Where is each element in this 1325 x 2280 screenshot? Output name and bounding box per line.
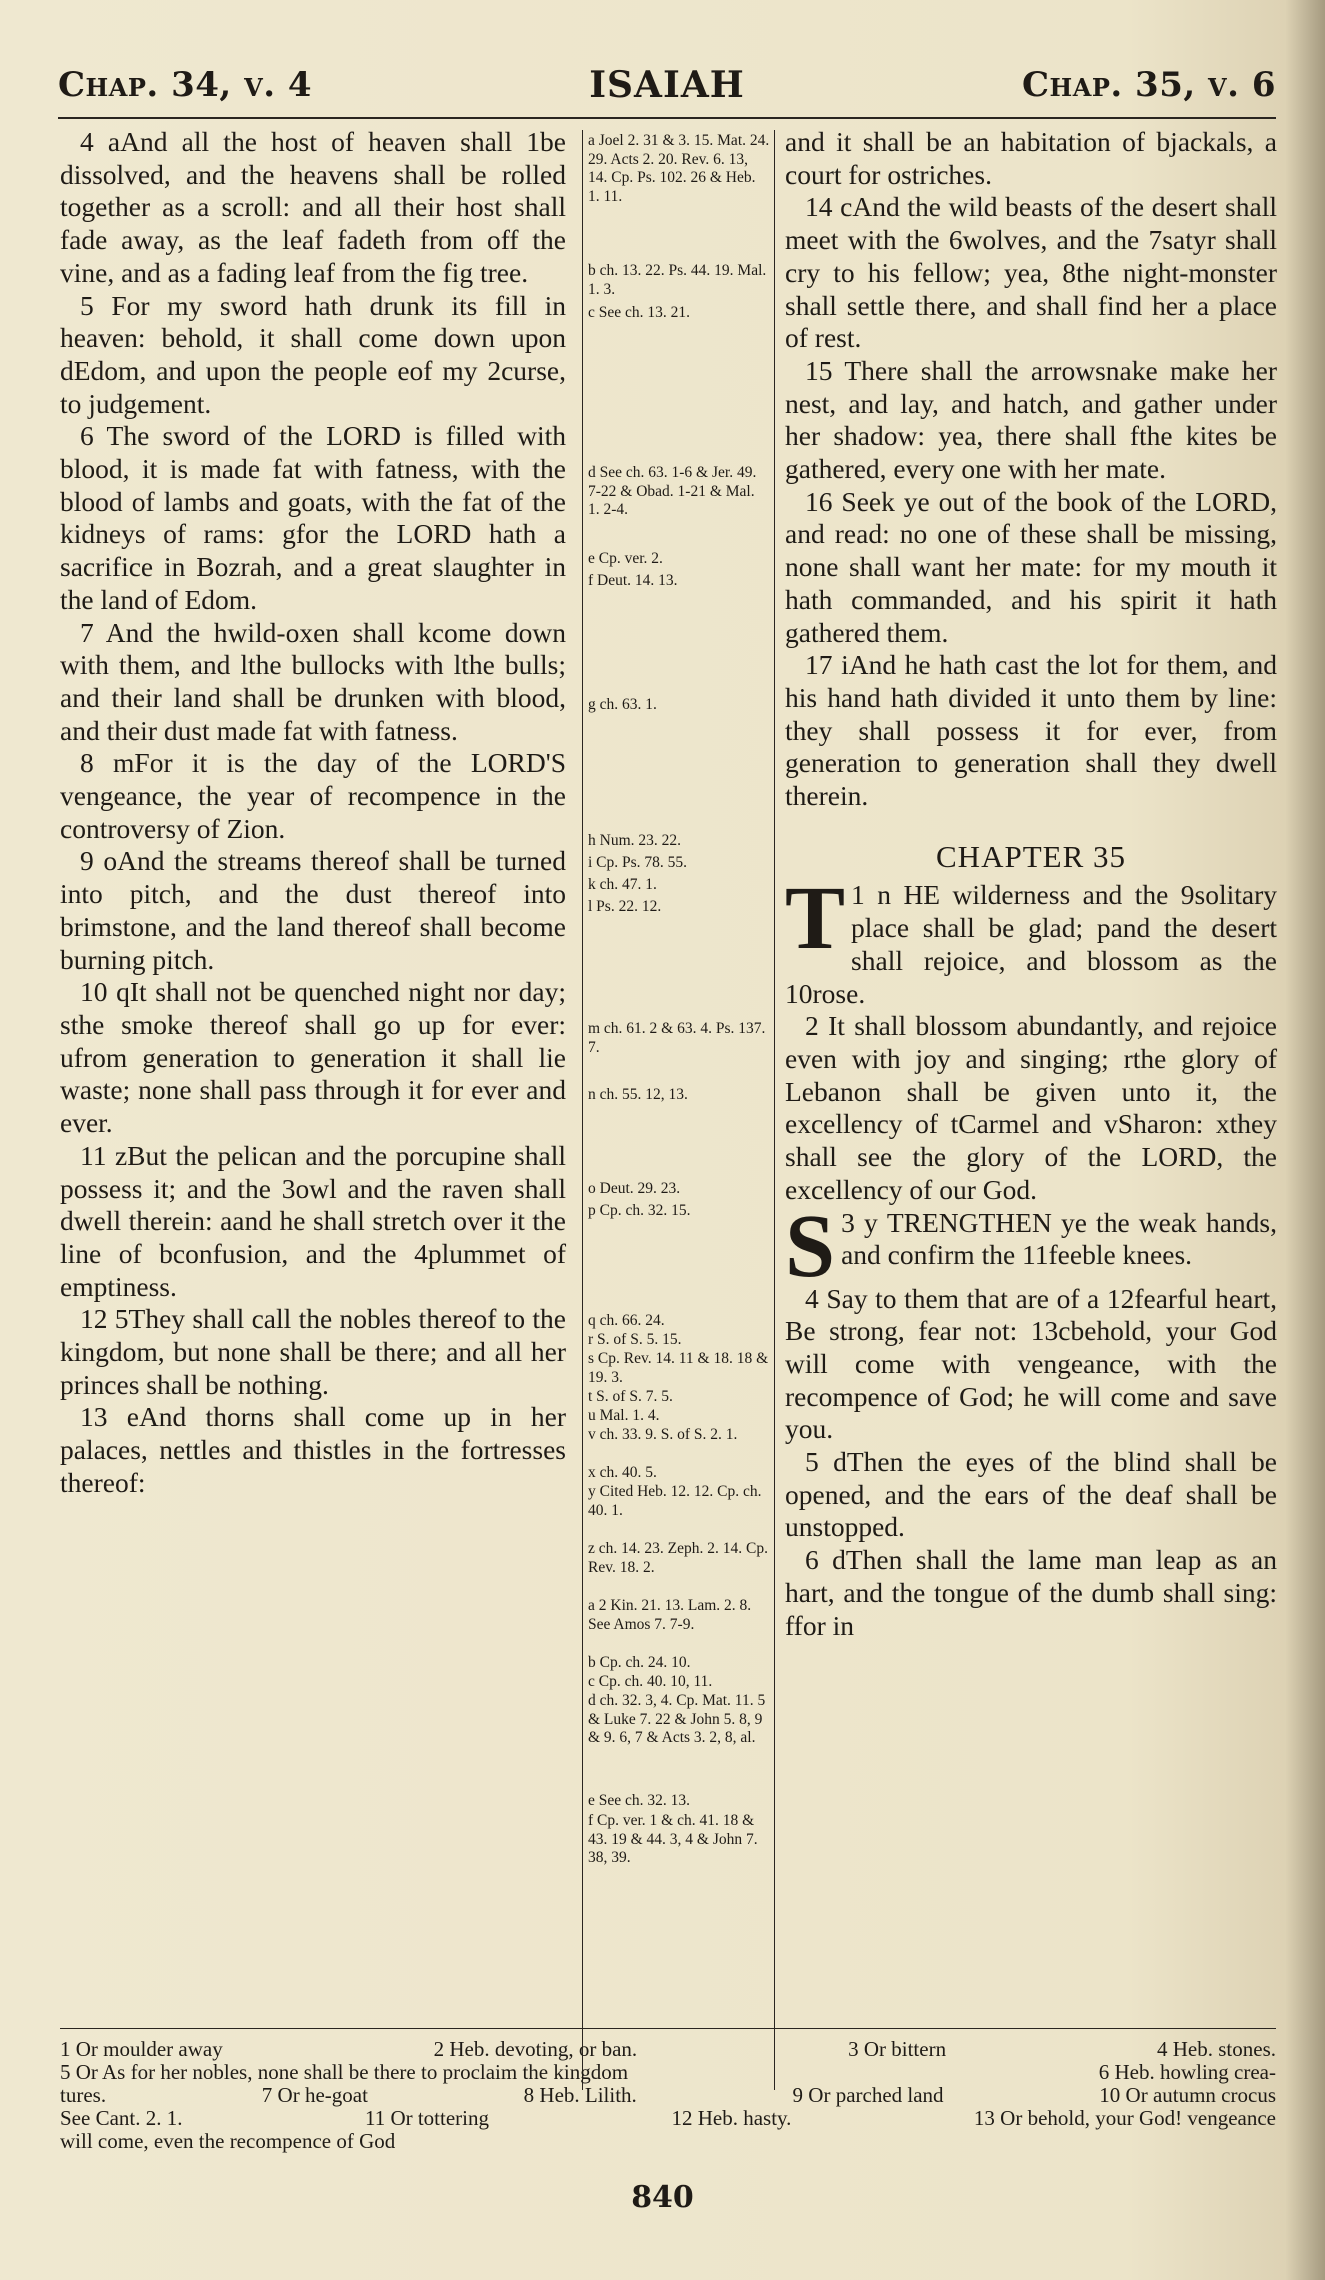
footnote: will come, even the recompence of God [60, 2129, 396, 2153]
margin-ref: i Cp. Ps. 78. 55. [588, 854, 688, 871]
margin-ref: q ch. 66. 24. [588, 1312, 665, 1329]
verse-34-5: 5 For my sword hath drunk its fill in heaven: behold, it shall come down upon dEdom, and upon the people eof my 2curse, to judgement. [60, 289, 566, 419]
header-right: Chap. 35, v. 6 [1021, 65, 1276, 105]
margin-ref: m ch. 61. 2 & 63. 4. Ps. 137. 7. [588, 1020, 766, 1056]
footnote-line [60, 2130, 1276, 2153]
verse-34-11: 11 zBut the pelican and the porcupine shall possess it; and the 3owl and the raven shall dwell therein: aand he shall stretch over it the line of bconfusion, and the 4plummet of emptiness. [60, 1139, 566, 1302]
column-divider-right [774, 130, 775, 2090]
verse-34-8: 8 mFor it is the day of the LORD'S vengeance, the year of recompence in the controversy of Zion. [60, 747, 566, 844]
footnote: 12 Heb. hasty. [671, 2106, 792, 2130]
verse-35-5: 5 dThen the eyes of the blind shall be opened, and the ears of the deaf shall be unstopped. [785, 1446, 1277, 1543]
verse-34-10: 10 qIt shall not be quenched night nor day; sthe smoke thereof shall go up for ever: ufrom generation to generation it shall lie waste; none shall pass through it for ever and ever. [60, 976, 566, 1139]
margin-ref: h Num. 23. 22. [588, 832, 681, 849]
footnote: 6 Heb. howling crea- [1098, 2060, 1276, 2084]
margin-ref: a 2 Kin. 21. 13. Lam. 2. 8. See Amos 7. 7-9. [588, 1597, 752, 1633]
footnote-rule [60, 2028, 1276, 2029]
margin-ref: e Cp. ver. 2. [588, 550, 663, 567]
footnote: 8 Heb. Lilith. [523, 2083, 637, 2107]
margin-ref: r S. of S. 5. 15. [588, 1331, 682, 1348]
margin-ref: d ch. 32. 3, 4. Cp. Mat. 11. 5 & Luke 7. 22 & John 5. 8, 9 & 9. 6, 7 & Acts 3. 2, 8, al. [588, 1692, 766, 1746]
margin-ref: k ch. 47. 1. [588, 876, 657, 893]
footnote: tures. [60, 2083, 107, 2107]
margin-ref: a Joel 2. 31 & 3. 15. Mat. 24. 29. Acts 2. 20. Rev. 6. 13, 14. Cp. Ps. 102. 26 & Heb. 1. 11. [588, 132, 770, 205]
verse-35-1 [785, 869, 1278, 1010]
footnote: 13 Or behold, your God! vengeance [973, 2106, 1276, 2130]
footnote: 2 Heb. devoting, or ban. [433, 2037, 638, 2061]
margin-ref: l Ps. 22. 12. [588, 898, 662, 915]
verse-34-12: 12 5They shall call the nobles thereof to the kingdom, but none shall be there; and all her princes shall be nothing. [60, 1303, 566, 1400]
footnote: 3 Or bittern [848, 2037, 947, 2061]
footnote: See Cant. 2. 1. [60, 2106, 183, 2130]
margin-ref: f Deut. 14. 13. [588, 572, 678, 589]
footnote-line [60, 2107, 1276, 2130]
margin-ref: y Cited Heb. 12. 12. Cp. ch. 40. 1. [588, 1483, 762, 1519]
verse-34-9: 9 oAnd the streams thereof shall be turned into pitch, and the dust thereof into brimstone, and the land thereof shall become burning pitch. [60, 845, 566, 975]
footnote-line [60, 2061, 1276, 2084]
verse-35-4: 4 Say to them that are of a 12fearful heart, Be strong, fear not: 13cbehold, your God will come with vengeance, with the recompence of God; he will come and save you. [785, 1282, 1277, 1445]
verse-number: 1 n [851, 879, 891, 911]
footnote: 9 Or parched land [792, 2083, 944, 2107]
verse-34-7: 7 And the hwild-oxen shall kcome down with them, and lthe bullocks with lthe bulls; and their land shall be drunken with blood, and their dust made fat with fatness. [60, 616, 566, 746]
header-rule [58, 117, 1276, 119]
running-header [58, 55, 1276, 115]
margin-ref: z ch. 14. 23. Zeph. 2. 14. Cp. Rev. 18. 2. [588, 1540, 768, 1576]
verse-number: 3 y [841, 1206, 878, 1238]
verse-34-13: 13 eAnd thorns shall come up in her palaces, nettles and thistles in the fortresses thereof: [60, 1401, 566, 1498]
chapter-heading: CHAPTER 35 [936, 838, 1126, 874]
header-left: Chap. 34, v. 4 [58, 65, 313, 105]
margin-ref: o Deut. 29. 23. [588, 1180, 681, 1197]
margin-ref: x ch. 40. 5. [588, 1464, 657, 1481]
right-text-column [785, 126, 1277, 1642]
margin-ref: s Cp. Rev. 14. 11 & 18. 18 & 19. 3. [588, 1350, 769, 1386]
verse-34-17: 17 iAnd he hath cast the lot for them, and his hand hath divided it unto them by line: they shall possess it for ever, from generation to generation shall they dwell therein. [785, 649, 1277, 812]
footnote: 4 Heb. stones. [1157, 2037, 1276, 2061]
verse-34-4: 4 aAnd all the host of heaven shall 1be dissolved, and the heavens shall be rolled together as a scroll: and all their host shall fade away, as the leaf fadeth from off the vine, and as a fading leaf from the fig tree. [60, 126, 566, 288]
footnote: 10 Or autumn crocus [1099, 2083, 1276, 2107]
margin-ref: c Cp. ch. 40. 10, 11. [588, 1673, 713, 1690]
margin-ref: c See ch. 13. 21. [588, 304, 691, 321]
page-number: 840 [631, 2180, 694, 2215]
footnote: 11 Or tottering [364, 2106, 489, 2130]
margin-ref: b Cp. ch. 24. 10. [588, 1654, 691, 1671]
margin-ref: v ch. 33. 9. S. of S. 2. 1. [588, 1426, 738, 1443]
margin-ref: t S. of S. 7. 5. [588, 1388, 673, 1405]
drop-cap: T [785, 869, 846, 969]
margin-ref: p Cp. ch. 32. 15. [588, 1202, 691, 1219]
margin-ref: f Cp. ver. 1 & ch. 41. 18 & 43. 19 & 44. 3, 4 & John 7. 38, 39. [588, 1812, 758, 1866]
margin-ref: g ch. 63. 1. [588, 696, 657, 713]
margin-ref: e See ch. 32. 13. [588, 1792, 691, 1809]
footnote: 7 Or he-goat [261, 2083, 368, 2107]
footnote: 1 Or moulder away [60, 2037, 223, 2061]
verse-34-6: 6 The sword of the LORD is filled with blood, it is made fat with fatness, with the blood of lambs and goats, with the fat of the kidneys of rams: gfor the LORD hath a sacrifice in Bozrah, and a great slaughter in the land of Edom. [60, 420, 566, 615]
header-book-title: ISAIAH [589, 64, 745, 106]
margin-ref: b ch. 13. 22. Ps. 44. 19. Mal. 1. 3. [588, 262, 767, 298]
verse-34-15: 15 There shall the arrowsnake make her nest, and lay, and hatch, and gather under her shadow: yea, there shall fthe kites be gathered, every one with her mate. [785, 354, 1277, 485]
verse-34-14: 14 cAnd the wild beasts of the desert shall meet with the 6wolves, and the 7satyr shall cry to his fellow; yea, 8the night-monster shall settle there, and shall find her a place of rest. [785, 191, 1277, 354]
footnotes [60, 2038, 1276, 2153]
drop-cap: S [785, 1196, 836, 1296]
footnote: 5 Or As for her nobles, none shall be there to proclaim the kingdom [60, 2060, 629, 2084]
margin-ref: n ch. 55. 12, 13. [588, 1086, 688, 1103]
verse-34-16: 16 Seek ye out of the book of the LORD, and read: no one of these shall be missing, none shall want her mate: for my mouth it hath commanded, and his spirit it hath gathered them. [785, 485, 1277, 648]
margin-ref: d See ch. 63. 1-6 & Jer. 49. 7-22 & Obad. 1-21 & Mal. 1. 2-4. [588, 464, 757, 518]
footnote-line [60, 2084, 1276, 2107]
verse-35-3 [785, 1196, 1277, 1296]
verse-34-13-continued: and it shall be an habitation of bjackals, a court for ostriches. [785, 126, 1277, 190]
column-divider-left [582, 130, 583, 2090]
verse-35-2: 2 It shall blossom abundantly, and rejoice even with joy and singing; rthe glory of Lebanon shall be given unto it, the excellency of tCarmel and vSharon: xthey shall see the glory of the LORD, the excellency of our God. [785, 1010, 1277, 1205]
verse-text: HE wilderness and the 9solitary place shall be glad; pand the desert shall rejoice, and blossom as the 10rose. [785, 879, 1278, 1009]
footnote-line [60, 2038, 1276, 2061]
verse-35-6: 6 dThen shall the lame man leap as an hart, and the tongue of the dumb shall sing: ffor in [785, 1544, 1277, 1641]
verse-text: TRENGTHEN ye the weak hands, and confirm the 11feeble knees. [841, 1206, 1277, 1271]
margin-ref: u Mal. 1. 4. [588, 1407, 660, 1424]
left-text-column [60, 126, 566, 1500]
